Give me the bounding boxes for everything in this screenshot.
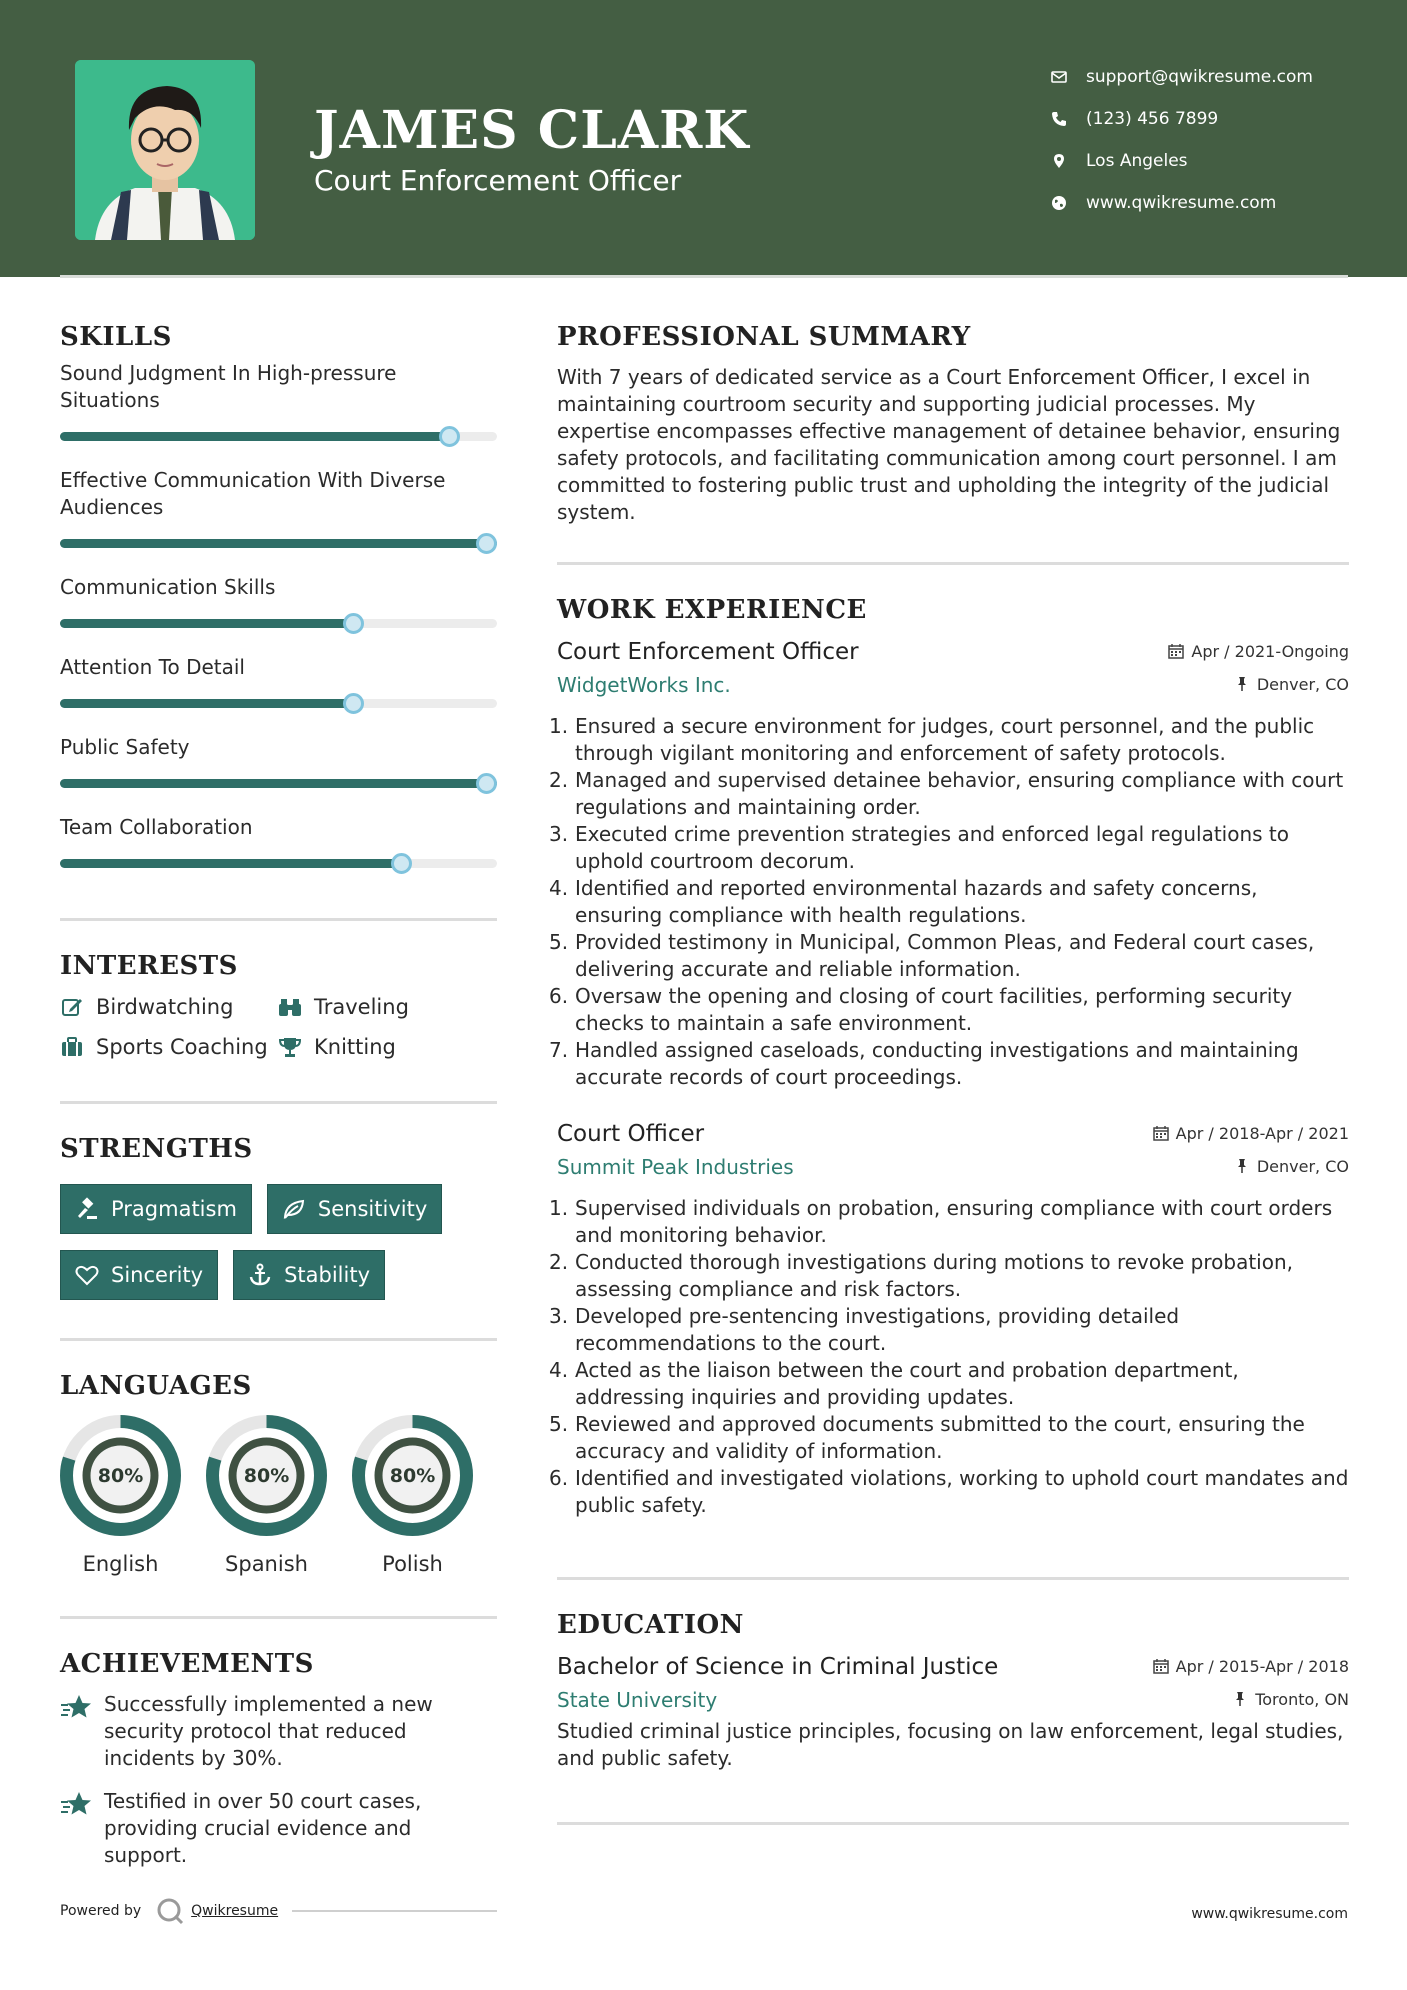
job-company: Summit Peak Industries <box>557 1155 794 1179</box>
map-pin-icon <box>1050 152 1068 170</box>
language-name: Polish <box>382 1552 443 1576</box>
job-location <box>1234 1157 1349 1176</box>
duty-item: Handled assigned caseloads, conducting investigations and maintaining accurate records of court proceedings. <box>575 1038 1299 1089</box>
header-divider <box>60 275 1348 278</box>
education-degree: Bachelor of Science in Criminal Justice <box>557 1654 999 1680</box>
section-divider <box>557 562 1349 565</box>
duty-item: Reviewed and approved documents submitted to the court, ensuring the accuracy and validity of information. <box>575 1412 1305 1463</box>
interest-item <box>60 995 278 1019</box>
duty-item: Provided testimony in Municipal, Common Pleas, and Federal court cases, delivering accurate and reliable information. <box>575 930 1315 981</box>
profile-photo <box>75 60 255 240</box>
job-title: Court Enforcement Officer <box>557 639 859 665</box>
calendar-icon <box>1153 1125 1169 1141</box>
phone-icon <box>1050 110 1068 128</box>
strength-label: Pragmatism <box>111 1197 237 1221</box>
languages-title: LANGUAGES <box>60 1371 252 1401</box>
duty-item: Developed pre-sentencing investigations, providing detailed recommendations to the court. <box>575 1304 1180 1355</box>
language-item <box>60 1415 181 1576</box>
skill-label: Sound Judgment In High-pressure Situations <box>60 361 397 412</box>
skill-bar-fill <box>60 539 497 548</box>
powered-by-brand[interactable]: Qwikresume <box>191 1903 279 1919</box>
job-entry <box>557 1121 1349 1519</box>
education-entry <box>557 1654 1349 1772</box>
skill-bar-knob <box>391 853 412 874</box>
powered-by <box>60 1896 278 1926</box>
skill-bar-knob <box>476 533 497 554</box>
skill-label: Communication Skills <box>60 575 276 599</box>
section-divider <box>60 1101 497 1104</box>
qwikresume-logo-icon <box>155 1896 185 1926</box>
skill-bar <box>60 619 497 628</box>
interest-item <box>278 995 497 1019</box>
job-company: WidgetWorks Inc. <box>557 673 731 697</box>
skill-bar-knob <box>343 693 364 714</box>
skill-item <box>60 734 497 788</box>
contact-email[interactable] <box>1050 56 1313 98</box>
strength-label: Sincerity <box>111 1263 204 1287</box>
binoculars-icon <box>278 995 302 1019</box>
briefcase-icon <box>60 1035 84 1059</box>
language-ring <box>60 1415 181 1536</box>
languages-list <box>60 1415 497 1576</box>
job-entry <box>557 639 1349 1091</box>
language-item <box>206 1415 327 1576</box>
skill-item <box>60 467 497 548</box>
job-dates-text: Apr / 2018-Apr / 2021 <box>1175 1123 1349 1143</box>
achievement-item <box>60 1691 497 1772</box>
contact-phone[interactable] <box>1050 98 1313 140</box>
job-dates-text: Apr / 2021-Ongoing <box>1191 641 1349 661</box>
left-column <box>60 322 497 1885</box>
language-percent: 80% <box>389 1465 436 1487</box>
skill-label: Public Safety <box>60 735 190 759</box>
summary-title: PROFESSIONAL SUMMARY <box>557 322 971 352</box>
job-header <box>557 1121 1349 1147</box>
duty-item: Acted as the liaison between the court and probation department, addressing inquiries and providing updates. <box>575 1358 1239 1409</box>
education-subheader <box>557 1688 1349 1712</box>
skills-list <box>60 360 497 868</box>
avatar-illustration <box>75 60 255 240</box>
job-location-text: Denver, CO <box>1256 1156 1349 1176</box>
duty-item: Identified and investigated violations, working to uphold court mandates and public safety. <box>575 1466 1349 1517</box>
interest-label: Sports Coaching <box>96 1035 268 1059</box>
strengths-list <box>60 1184 497 1300</box>
right-column <box>557 322 1349 1825</box>
skill-item <box>60 814 497 868</box>
language-percent: 80% <box>97 1465 144 1487</box>
anchor-icon <box>248 1263 272 1287</box>
skill-bar-fill <box>60 779 497 788</box>
gavel-icon <box>75 1197 99 1221</box>
education-school: State University <box>557 1688 718 1712</box>
strength-tag <box>60 1184 252 1234</box>
globe-icon <box>1050 194 1068 212</box>
job-subheader <box>557 1155 1349 1179</box>
footer-url[interactable]: www.qwikresume.com <box>1191 1906 1348 1922</box>
education-location <box>1232 1690 1349 1709</box>
pushpin-icon <box>1234 1158 1250 1174</box>
interest-item <box>60 1035 278 1059</box>
experience-title: WORK EXPERIENCE <box>557 595 867 625</box>
interests-list <box>60 995 497 1059</box>
education-dates-text: Apr / 2015-Apr / 2018 <box>1175 1656 1349 1676</box>
powered-by-label: Powered by <box>60 1903 142 1919</box>
interests-title: INTERESTS <box>60 951 238 981</box>
education-header <box>557 1654 1349 1680</box>
education-title: EDUCATION <box>557 1610 744 1640</box>
duty-item: Conducted thorough investigations during motions to revoke probation, assessing compliance and risk factors. <box>575 1250 1293 1301</box>
contact-location-text: Los Angeles <box>1086 151 1188 171</box>
star-award-icon <box>60 1693 92 1723</box>
job-header <box>557 639 1349 665</box>
contact-phone-text: (123) 456 7899 <box>1086 109 1219 129</box>
heart-icon <box>75 1263 99 1287</box>
achievements-list <box>60 1691 497 1869</box>
footer-rule <box>292 1910 497 1912</box>
section-divider <box>557 1822 1349 1825</box>
resume-header <box>0 0 1407 277</box>
language-percent: 80% <box>243 1465 290 1487</box>
skill-bar-knob <box>476 773 497 794</box>
job-dates <box>1153 1124 1349 1143</box>
job-location <box>1234 675 1349 694</box>
language-ring <box>352 1415 473 1536</box>
job-location-text: Denver, CO <box>1256 674 1349 694</box>
skill-bar <box>60 539 497 548</box>
strength-label: Sensitivity <box>317 1197 428 1221</box>
strength-tag <box>60 1250 218 1300</box>
language-name: Spanish <box>225 1552 308 1576</box>
duty-item: Executed crime prevention strategies and enforced legal regulations to uphold courtroom decorum. <box>575 822 1289 873</box>
section-divider <box>557 1577 1349 1580</box>
duty-item: Ensured a secure environment for judges, court personnel, and the public through vigilant monitoring and enforcement of safety protocols. <box>575 714 1315 765</box>
job-subheader <box>557 673 1349 697</box>
summary-text: With 7 years of dedicated service as a Court Enforcement Officer, I excel in maintaining courtroom security and supporting judicial processes. My expertise encompasses effective management of detainee behavior, ensuring safety protocols, and facilitating communication among court personnel. I am committed to fostering public trust and upholding the integrity of the judicial system. <box>557 365 1341 524</box>
strengths-title: STRENGTHS <box>60 1134 253 1164</box>
skill-bar-knob <box>439 426 460 447</box>
contact-location <box>1050 140 1313 182</box>
strength-label: Stability <box>284 1263 371 1287</box>
interest-label: Knitting <box>314 1035 396 1059</box>
skill-item <box>60 574 497 628</box>
pushpin-icon <box>1234 676 1250 692</box>
skill-item <box>60 654 497 708</box>
strength-tag <box>233 1250 385 1300</box>
job-duties <box>557 713 1349 1091</box>
skill-item <box>60 360 497 441</box>
language-name: English <box>82 1552 159 1576</box>
achievements-title: ACHIEVEMENTS <box>60 1649 314 1679</box>
achievement-item <box>60 1788 497 1869</box>
candidate-role: Court Enforcement Officer <box>314 164 682 197</box>
skill-bar-knob <box>343 613 364 634</box>
calendar-icon <box>1168 643 1184 659</box>
skill-bar <box>60 699 497 708</box>
interest-label: Traveling <box>314 995 409 1019</box>
skill-bar-fill <box>60 432 449 441</box>
contact-website[interactable] <box>1050 182 1313 224</box>
language-item <box>352 1415 473 1576</box>
achievement-text: Testified in over 50 court cases, providing crucial evidence and support. <box>104 1789 422 1867</box>
calendar-icon <box>1153 1658 1169 1674</box>
skill-bar-fill <box>60 859 401 868</box>
job-dates <box>1168 642 1349 661</box>
duty-item: Oversaw the opening and closing of court facilities, performing security checks to maintain a safe environment. <box>575 984 1293 1035</box>
education-location-text: Toronto, ON <box>1255 1689 1349 1709</box>
duty-item: Managed and supervised detainee behavior, ensuring compliance with court regulations and maintaining order. <box>575 768 1344 819</box>
language-ring <box>206 1415 327 1536</box>
education-dates <box>1153 1657 1349 1676</box>
section-divider <box>60 1338 497 1341</box>
candidate-name: JAMES CLARK <box>314 100 750 161</box>
contact-email-text: support@qwikresume.com <box>1086 67 1313 87</box>
contact-website-text: www.qwikresume.com <box>1086 193 1277 213</box>
skill-label: Team Collaboration <box>60 815 253 839</box>
section-divider <box>60 918 497 921</box>
skill-bar-fill <box>60 619 353 628</box>
skills-title: SKILLS <box>60 322 172 352</box>
skill-bar-fill <box>60 699 353 708</box>
section-divider <box>60 1616 497 1619</box>
education-description: Studied criminal justice principles, focusing on law enforcement, legal studies, and public safety. <box>557 1719 1344 1770</box>
skill-bar <box>60 779 497 788</box>
star-award-icon <box>60 1790 92 1820</box>
pushpin-icon <box>1232 1691 1248 1707</box>
duty-item: Identified and reported environmental hazards and safety concerns, ensuring compliance with health regulations. <box>575 876 1258 927</box>
strength-tag <box>267 1184 442 1234</box>
interest-item <box>278 1035 497 1059</box>
contact-list <box>1050 56 1313 224</box>
skill-bar <box>60 432 497 441</box>
job-title: Court Officer <box>557 1121 705 1147</box>
job-duties <box>557 1195 1349 1519</box>
skill-bar <box>60 859 497 868</box>
skill-label: Attention To Detail <box>60 655 245 679</box>
achievement-text: Successfully implemented a new security protocol that reduced incidents by 30%. <box>104 1692 433 1770</box>
duty-item: Supervised individuals on probation, ensuring compliance with court orders and monitoring behavior. <box>575 1196 1333 1247</box>
pencil-icon <box>60 995 84 1019</box>
interest-label: Birdwatching <box>96 995 234 1019</box>
envelope-icon <box>1050 68 1068 86</box>
trophy-icon <box>278 1035 302 1059</box>
skill-label: Effective Communication With Diverse Audiences <box>60 468 446 519</box>
leaf-icon <box>282 1197 306 1221</box>
